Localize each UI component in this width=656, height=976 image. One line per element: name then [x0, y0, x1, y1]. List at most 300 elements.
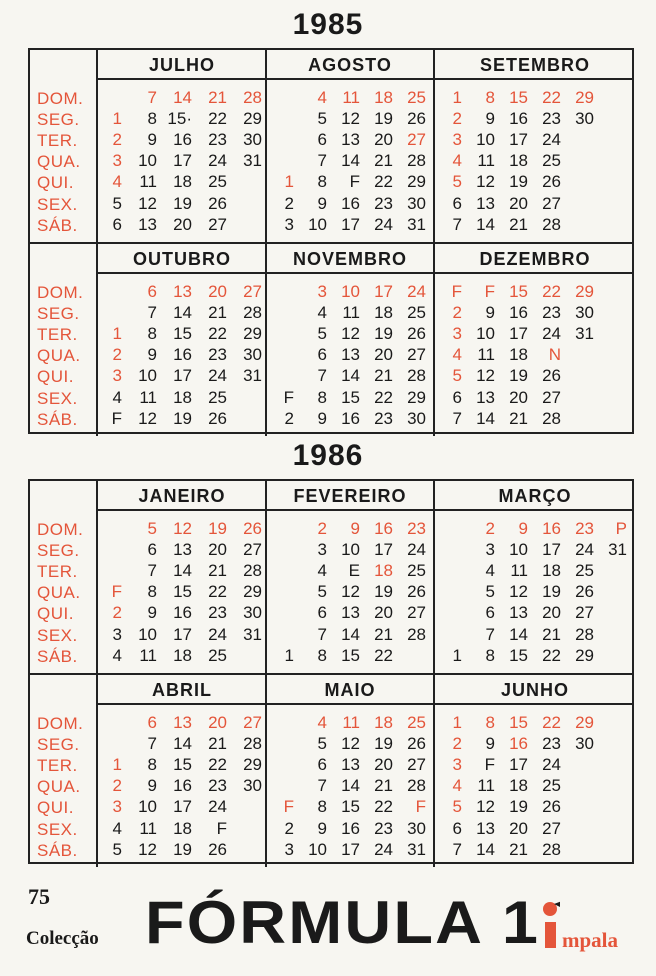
day-number: 18: [173, 172, 192, 191]
weekday-label: SEX.: [37, 389, 78, 408]
day-number: 25: [407, 88, 426, 107]
day-number: 19: [173, 840, 192, 859]
day-number: 30: [243, 345, 262, 364]
day-number: 16: [341, 409, 360, 428]
day-number: 30: [575, 109, 594, 128]
day-number: 1: [284, 172, 294, 191]
day-number: 25: [407, 713, 426, 732]
day-number: 17: [542, 540, 561, 559]
day-number: 17: [341, 840, 360, 859]
day-number: 4: [317, 713, 327, 732]
month-header: [434, 675, 636, 703]
day-number: 23: [374, 819, 393, 838]
day-number: 10: [308, 840, 327, 859]
day-number: 19: [509, 366, 528, 385]
day-number: 16: [509, 303, 528, 322]
day-number: 12: [138, 194, 157, 213]
day-number: 17: [173, 366, 192, 385]
day-number: 27: [407, 130, 426, 149]
day-number: 24: [542, 324, 561, 343]
weekday-column: [30, 481, 98, 673]
day-number: 11: [342, 713, 360, 732]
day-number: 26: [243, 519, 262, 538]
day-number: 18: [173, 646, 192, 665]
day-number: 1: [452, 88, 462, 107]
day-number: 19: [173, 194, 192, 213]
day-number: 28: [243, 303, 262, 322]
month-name: ABRIL: [152, 680, 212, 700]
day-number: 26: [407, 582, 426, 601]
weekday-label: QUI.: [37, 604, 74, 623]
day-number: 21: [208, 734, 227, 753]
day-number: 29: [407, 172, 426, 191]
weekday-label: SEX.: [37, 820, 78, 839]
day-number: 26: [208, 194, 227, 213]
day-number: 11: [477, 151, 495, 170]
day-number: 15: [341, 797, 360, 816]
day-number: 15: [341, 388, 360, 407]
day-number: E: [348, 561, 360, 580]
day-number: 3: [452, 755, 462, 774]
day-number: 7: [147, 734, 157, 753]
day-number: 12: [138, 409, 157, 428]
day-number: 31: [407, 840, 426, 859]
day-number: 23: [208, 603, 227, 622]
day-number: 8: [147, 109, 157, 128]
month-name: AGOSTO: [308, 55, 392, 75]
day-number: 14: [476, 840, 495, 859]
day-number: 26: [542, 366, 561, 385]
day-number: 13: [138, 215, 157, 234]
day-number: 28: [542, 409, 561, 428]
month-name: JANEIRO: [138, 486, 226, 506]
day-number: 17: [509, 755, 528, 774]
day-number: 17: [509, 324, 528, 343]
day-number: 4: [317, 303, 327, 322]
day-number: 10: [341, 282, 360, 301]
day-number: 22: [208, 109, 227, 128]
day-number: 14: [509, 625, 528, 644]
day-number: 5: [485, 582, 495, 601]
day-number: 12: [138, 840, 157, 859]
day-number: 1: [452, 713, 462, 732]
day-number: 11: [342, 303, 360, 322]
day-number: 19: [374, 734, 393, 753]
day-number: 17: [173, 797, 192, 816]
day-number: 5: [317, 734, 327, 753]
day-number: 22: [208, 755, 227, 774]
day-number: 9: [147, 130, 157, 149]
day-number: 6: [147, 713, 157, 732]
day-number: 4: [112, 172, 122, 191]
day-number: 2: [112, 603, 122, 622]
day-number: 6: [317, 603, 327, 622]
day-number: 22: [542, 282, 561, 301]
day-number: 20: [509, 388, 528, 407]
weekday-label: TER.: [37, 131, 78, 150]
day-number: 28: [542, 215, 561, 234]
day-number: 1: [284, 646, 294, 665]
card-number: 75: [28, 884, 50, 909]
day-number: 31: [575, 324, 594, 343]
day-number: 31: [243, 151, 262, 170]
weekday-label: SEX.: [37, 195, 78, 214]
day-number: 14: [173, 88, 192, 107]
day-number: 9: [317, 409, 327, 428]
day-number: 17: [341, 215, 360, 234]
day-number: 1: [112, 109, 122, 128]
day-number: 3: [112, 797, 122, 816]
day-number: 8: [317, 388, 327, 407]
day-number: 7: [147, 303, 157, 322]
day-number: 5: [317, 582, 327, 601]
day-number: 17: [509, 130, 528, 149]
day-number: 18: [374, 561, 393, 580]
day-number: 4: [485, 561, 495, 580]
day-number: 4: [317, 88, 327, 107]
day-number: F: [415, 797, 426, 816]
day-number: 20: [542, 603, 561, 622]
day-number: 24: [542, 130, 561, 149]
day-number: 25: [208, 388, 227, 407]
weekday-label: TER.: [37, 562, 78, 581]
day-number: 28: [407, 625, 426, 644]
weekday-label: TER.: [37, 756, 78, 775]
day-number: 20: [173, 215, 192, 234]
day-number: 14: [341, 366, 360, 385]
month-header: [266, 481, 434, 509]
day-number: 10: [138, 797, 157, 816]
day-number: 3: [452, 324, 462, 343]
day-number: 6: [147, 282, 157, 301]
collection-label: Colecção: [26, 928, 99, 949]
day-number: 22: [374, 172, 393, 191]
day-number: 21: [509, 840, 528, 859]
day-number: 11: [342, 88, 360, 107]
day-number: 25: [208, 646, 227, 665]
day-number: 21: [374, 151, 393, 170]
day-number: 4: [112, 819, 122, 838]
day-number: 4: [112, 646, 122, 665]
weekday-label: DOM.: [37, 89, 84, 108]
day-number: 5: [147, 519, 157, 538]
day-number: 10: [341, 540, 360, 559]
weekday-label: QUA.: [37, 152, 81, 171]
day-number: 27: [542, 388, 561, 407]
day-number: 13: [509, 603, 528, 622]
day-number: 11: [139, 172, 157, 191]
year-1986-title: 1986: [292, 439, 364, 472]
weekday-column: [30, 244, 98, 436]
day-number: 7: [485, 625, 495, 644]
day-number: 28: [575, 625, 594, 644]
day-number: 6: [452, 388, 462, 407]
day-number: 25: [542, 776, 561, 795]
day-number: 3: [452, 130, 462, 149]
day-number: 10: [509, 540, 528, 559]
day-number: 5: [452, 797, 462, 816]
day-number: 16: [173, 603, 192, 622]
day-number: 14: [341, 625, 360, 644]
day-number: 8: [147, 324, 157, 343]
day-number: 13: [476, 194, 495, 213]
day-number: 8: [317, 797, 327, 816]
day-number: 6: [147, 540, 157, 559]
day-number: 31: [407, 215, 426, 234]
impala-brand: mpala: [562, 928, 619, 952]
day-number: 17: [374, 540, 393, 559]
day-number: 14: [173, 734, 192, 753]
day-number: 30: [243, 130, 262, 149]
day-number: 8: [147, 755, 157, 774]
day-number: 26: [575, 582, 594, 601]
month-name: JULHO: [148, 55, 215, 75]
day-number: 9: [147, 603, 157, 622]
day-number: 7: [317, 151, 327, 170]
day-number: 9: [147, 776, 157, 795]
day-number: 31: [243, 366, 262, 385]
day-number: 11: [477, 776, 495, 795]
day-number: 2: [112, 345, 122, 364]
weekday-label: DOM.: [37, 520, 84, 539]
day-number: 20: [208, 282, 227, 301]
day-number: 12: [173, 519, 192, 538]
day-number: 6: [485, 603, 495, 622]
day-number: 11: [477, 345, 495, 364]
calendar-block-1985: [28, 48, 634, 434]
day-number: 12: [476, 172, 495, 191]
day-number: 18: [374, 303, 393, 322]
year-1985-title: 1985: [292, 8, 364, 41]
day-number: 8: [147, 582, 157, 601]
day-number: 10: [476, 324, 495, 343]
day-number: 2: [452, 303, 462, 322]
day-number: 28: [542, 840, 561, 859]
day-number: 4: [452, 345, 462, 364]
day-number: 16: [542, 519, 561, 538]
day-number: 27: [407, 345, 426, 364]
month-name: NOVEMBRO: [292, 249, 407, 269]
day-number: 5: [317, 109, 327, 128]
day-number: 25: [575, 561, 594, 580]
day-number: 7: [317, 776, 327, 795]
day-number: 9: [350, 519, 360, 538]
day-number: 10: [308, 215, 327, 234]
month-divider: [433, 481, 435, 673]
day-number: 21: [509, 215, 528, 234]
day-number: 22: [208, 324, 227, 343]
weekday-label: QUI.: [37, 798, 74, 817]
day-number: F: [283, 388, 294, 407]
day-number: 13: [476, 819, 495, 838]
day-number: 25: [407, 561, 426, 580]
day-number: 18: [509, 345, 528, 364]
weekday-label: DOM.: [37, 283, 84, 302]
day-number: 8: [317, 172, 327, 191]
weekday-label: SEG.: [37, 110, 80, 129]
day-number: 23: [575, 519, 594, 538]
day-number: 27: [575, 603, 594, 622]
month-header: [434, 50, 636, 78]
day-number: 14: [341, 151, 360, 170]
day-number: 26: [407, 324, 426, 343]
day-number: F: [349, 172, 360, 191]
day-number: 21: [208, 88, 227, 107]
day-number: 29: [575, 646, 594, 665]
day-number: 10: [138, 625, 157, 644]
day-number: 22: [542, 646, 561, 665]
weekday-label: SÁB.: [37, 216, 78, 235]
day-number: 9: [147, 345, 157, 364]
day-number: 18: [374, 88, 393, 107]
weekday-label: SÁB.: [37, 410, 78, 429]
weekday-label: QUI.: [37, 367, 74, 386]
month-header: [434, 244, 636, 272]
month-header-row: [98, 481, 632, 511]
day-number: 24: [374, 215, 393, 234]
weekday-label: QUA.: [37, 346, 81, 365]
day-number: 15: [173, 755, 192, 774]
quarter-row: [30, 481, 632, 673]
day-number: 9: [485, 109, 495, 128]
day-number: 31: [243, 625, 262, 644]
day-number: 10: [138, 366, 157, 385]
day-number: 4: [452, 151, 462, 170]
day-number: 16: [509, 109, 528, 128]
day-number: 19: [374, 582, 393, 601]
day-number: 30: [243, 603, 262, 622]
day-number: 26: [407, 109, 426, 128]
month-header: [98, 675, 266, 703]
day-number: 26: [208, 409, 227, 428]
weekday-label: QUA.: [37, 777, 81, 796]
day-number: 30: [575, 734, 594, 753]
day-number: 23: [542, 734, 561, 753]
day-number: 9: [518, 519, 528, 538]
day-number: 9: [317, 819, 327, 838]
day-number: 24: [374, 840, 393, 859]
weekday-label: QUI.: [37, 173, 74, 192]
formula-1-title: FÓRMULA 1: [145, 889, 541, 956]
day-number: 2: [112, 130, 122, 149]
day-number: 16: [509, 734, 528, 753]
day-number: 3: [317, 282, 327, 301]
day-number: 29: [243, 755, 262, 774]
day-number: 18: [173, 819, 192, 838]
month-header-row: [98, 244, 632, 274]
day-number: 22: [374, 388, 393, 407]
day-number: F: [283, 797, 294, 816]
day-number: 14: [476, 409, 495, 428]
day-number: 8: [317, 646, 327, 665]
day-number: 20: [374, 345, 393, 364]
day-number: 5: [452, 366, 462, 385]
day-number: 5: [112, 840, 122, 859]
month-header: [98, 244, 266, 272]
day-number: 2: [452, 109, 462, 128]
day-number: 30: [407, 819, 426, 838]
day-number: 1: [112, 324, 122, 343]
day-number: 19: [542, 582, 561, 601]
weekday-label: SEG.: [37, 304, 80, 323]
day-number: 1: [112, 755, 122, 774]
day-number: 21: [542, 625, 561, 644]
day-number: 2: [485, 519, 495, 538]
day-number: 24: [208, 151, 227, 170]
day-number: 26: [208, 840, 227, 859]
day-number: 9: [485, 303, 495, 322]
day-number: 24: [407, 282, 426, 301]
calendar-block-1986: [28, 479, 634, 864]
day-number: 21: [374, 776, 393, 795]
day-number: 19: [374, 324, 393, 343]
day-number: 6: [112, 215, 122, 234]
day-number: 25: [407, 303, 426, 322]
day-number: 27: [542, 819, 561, 838]
day-number: 20: [374, 603, 393, 622]
day-number: 2: [284, 819, 294, 838]
day-number: 20: [509, 194, 528, 213]
day-number: 24: [208, 366, 227, 385]
day-number: 26: [542, 172, 561, 191]
day-number: 3: [317, 540, 327, 559]
day-number: 20: [509, 819, 528, 838]
day-number: 13: [341, 345, 360, 364]
day-number: 23: [542, 303, 561, 322]
day-number: 29: [575, 88, 594, 107]
quarter-row: [30, 242, 632, 436]
day-number: 13: [341, 755, 360, 774]
day-number: 18: [542, 561, 561, 580]
day-number: 20: [208, 713, 227, 732]
day-number: 21: [509, 409, 528, 428]
day-number: 12: [341, 324, 360, 343]
day-number: 14: [341, 776, 360, 795]
day-number: 15: [509, 88, 528, 107]
day-number: N: [548, 345, 561, 364]
day-number: 30: [407, 194, 426, 213]
day-number: 23: [542, 109, 561, 128]
day-number: 23: [374, 409, 393, 428]
day-number: 4: [112, 388, 122, 407]
day-number: 7: [317, 625, 327, 644]
weekday-label: SEG.: [37, 541, 80, 560]
day-number: 27: [542, 194, 561, 213]
day-number: 7: [147, 561, 157, 580]
day-number: 16: [173, 776, 192, 795]
day-number: 20: [374, 130, 393, 149]
day-number: 29: [243, 582, 262, 601]
day-number: 14: [476, 215, 495, 234]
month-name: MARÇO: [498, 486, 572, 506]
quarter-row: [30, 50, 632, 242]
day-number: 25: [542, 151, 561, 170]
day-number: 4: [317, 561, 327, 580]
day-number: 19: [509, 797, 528, 816]
day-number: 28: [243, 88, 262, 107]
day-number: 29: [575, 282, 594, 301]
day-number: 19: [509, 172, 528, 191]
day-number: P: [615, 519, 627, 538]
month-header-row: [98, 50, 632, 80]
day-number: 15: [509, 646, 528, 665]
day-number: F: [484, 282, 495, 301]
day-number: 29: [243, 324, 262, 343]
day-number: 6: [452, 194, 462, 213]
day-number: 27: [407, 755, 426, 774]
day-number: 9: [485, 734, 495, 753]
day-number: 15: [341, 646, 360, 665]
